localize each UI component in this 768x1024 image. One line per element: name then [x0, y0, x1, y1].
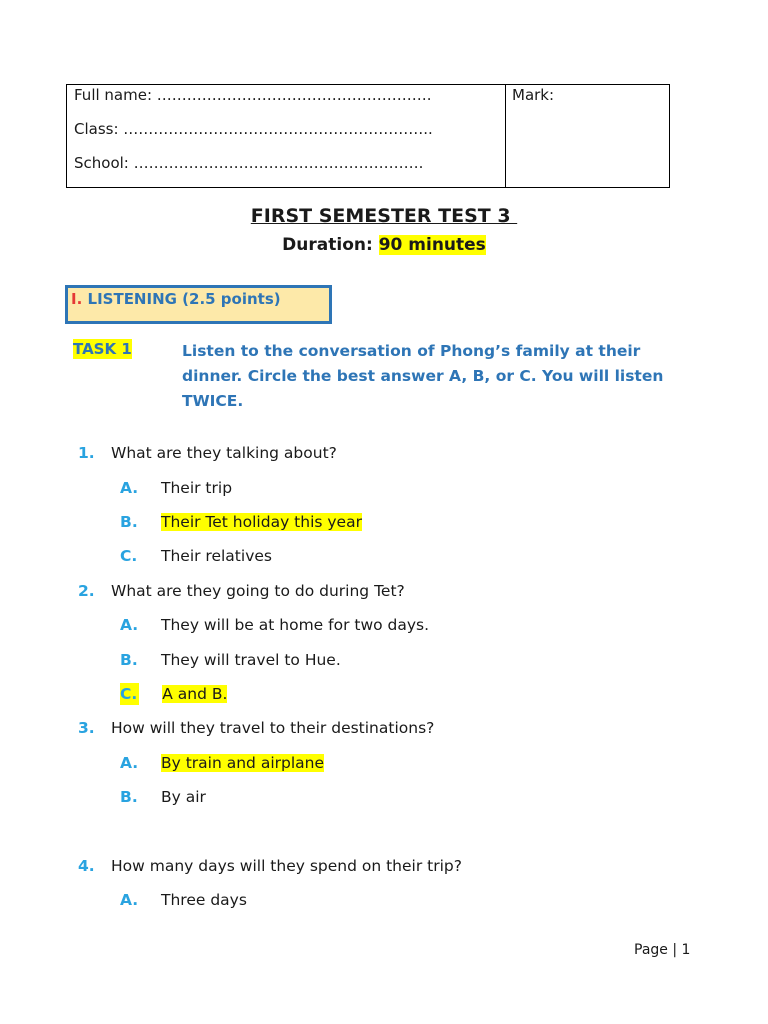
- question-4: [78, 855, 462, 877]
- question-2: [78, 580, 405, 602]
- question-text: What are they talking about?: [111, 444, 337, 462]
- option-letter: B.: [120, 788, 138, 806]
- question-text: How will they travel to their destinations?: [111, 719, 435, 737]
- school-field[interactable]: School: ………………………………………………….: [74, 154, 424, 172]
- page-title: FIRST SEMESTER TEST 3: [250, 205, 518, 227]
- option-letter: A.: [120, 891, 139, 909]
- question-text: How many days will they spend on their trip?: [111, 857, 462, 875]
- mark-field: Mark:: [512, 86, 555, 104]
- section-heading: [65, 285, 332, 324]
- option-text: By train and airplane: [161, 754, 325, 772]
- duration-value: 90 minutes: [378, 235, 486, 255]
- question-3: [78, 717, 434, 739]
- task-label: TASK 1: [73, 340, 132, 358]
- question-3-option-b[interactable]: [120, 786, 206, 808]
- question-4-option-a[interactable]: [120, 889, 247, 911]
- option-letter: C.: [120, 685, 138, 703]
- full-name-field[interactable]: Full name: ……………………………………………….: [74, 86, 432, 104]
- section-title: LISTENING (2.5 points): [87, 290, 281, 308]
- question-2-option-c[interactable]: [120, 683, 227, 705]
- question-1: [78, 442, 337, 464]
- question-2-option-a[interactable]: [120, 614, 429, 636]
- question-number: 2.: [78, 582, 95, 600]
- option-text: Three days: [161, 891, 247, 909]
- option-text: Their Tet holiday this year: [161, 513, 362, 531]
- student-info-fields: [67, 85, 506, 187]
- option-text: Their trip: [161, 479, 233, 497]
- question-3-option-a[interactable]: [120, 752, 324, 774]
- question-number: 1.: [78, 444, 95, 462]
- option-text: A and B.: [162, 685, 228, 703]
- question-text: What are they going to do during Tet?: [111, 582, 405, 600]
- class-field[interactable]: Class: ……………………………………………………..: [74, 120, 433, 138]
- option-letter: A.: [120, 616, 139, 634]
- option-letter: C.: [120, 547, 138, 565]
- duration: [0, 233, 768, 257]
- page-number: Page | 1: [634, 942, 691, 958]
- option-text: By air: [161, 788, 206, 806]
- section-number: I.: [71, 290, 88, 308]
- option-letter: B.: [120, 651, 138, 669]
- question-1-option-b[interactable]: [120, 511, 362, 533]
- question-number: 3.: [78, 719, 95, 737]
- option-text: They will travel to Hue.: [161, 651, 341, 669]
- question-number: 4.: [78, 857, 95, 875]
- student-info-table: [66, 84, 670, 188]
- option-letter: A.: [120, 479, 139, 497]
- question-1-option-c[interactable]: [120, 545, 272, 567]
- question-1-option-a[interactable]: [120, 477, 232, 499]
- question-2-option-b[interactable]: [120, 649, 341, 671]
- option-text: They will be at home for two days.: [161, 616, 430, 634]
- task-instruction: Listen to the conversation of Phong’s family at their dinner. Circle the best answer A, B, or C. You will listen TWICE.: [182, 342, 664, 410]
- duration-label: Duration:: [282, 235, 379, 255]
- option-letter: B.: [120, 513, 138, 531]
- option-text: Their relatives: [161, 547, 272, 565]
- option-letter: A.: [120, 754, 139, 772]
